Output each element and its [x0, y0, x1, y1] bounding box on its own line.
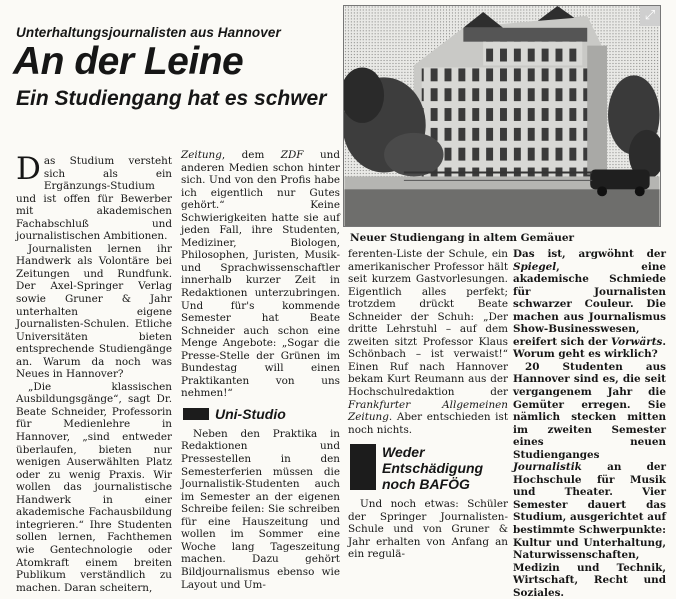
- paragraph-text: Das ist, argwöhnt der: [513, 248, 666, 260]
- paragraph-text: , dem: [221, 149, 281, 161]
- expand-icon[interactable]: ⤢: [640, 6, 660, 26]
- building-photo: [343, 5, 661, 227]
- paragraph: [181, 149, 340, 400]
- italic-text: Spiegel: [513, 260, 557, 273]
- paragraph-text: as Studium versteht sich als ein Ergänzungs-Studium und ist offen für Bewerber mit akademischen Fachabschluß und journalistischen Ambitionen.: [16, 155, 172, 243]
- paragraph: Journalisten lernen ihr Handwerk als Volontäre bei Zeitungen und Rundfunk. Der Axel-Springer Verlag sowie Gruner & Jahr unterhalten eigene Journalisten-Schulen. Etliche Universitäten bieten entsprechende Studiengänge an. Warum da noch was Neues in Hannover?: [16, 242, 172, 381]
- paragraph-text: . Worum geht es wirklich?: [513, 335, 666, 361]
- paragraph: [348, 248, 508, 436]
- section-heading: [181, 406, 340, 422]
- paragraph-text: ferenten-Liste der Schule, ein amerikanischer Professor hält seit kurzem Gastvorlesungen. Eigentlich alles perfekt; trotzdem drückt Beate Schneider der Schuh: „Der dritte Lehrstuhl – auf dem zweiten sitzt Professor Klaus Schönbach – ist verwaist!“ Einen Ruf nach Hannover bekam Kurt Reumann aus der Hochschulredaktion der: [348, 248, 508, 399]
- article-kicker: Unterhaltungsjournalisten aus Hannover: [16, 25, 281, 40]
- section-bar: [350, 444, 376, 490]
- paragraph: „Die klassischen Ausbildungsgänge“, sagt Dr. Beate Schneider, Professorin für Medienlehre in Hannover, „sind entweder überlaufen, bieten nur wenigen Auserwählten Platz oder zu wenig Praxis. Wir wollen das journalistische Handwerk in einer akademische Fachausbildung integrieren.“ Ihre Studenten sollen lernen, Fachthemen wie Gentechnologie oder Atomkraft einem breiten Publikum verständlich zu machen. Daran scheitern,: [16, 380, 172, 594]
- section-heading: [348, 444, 508, 492]
- paragraph-text: . Aber entschieden ist noch nichts.: [348, 411, 508, 436]
- paragraph-text: , eine akademische Schmiede für Journalisten schwarzer Couleur. Die machen aus Journalismus Show-Businesswesen, ereifert sich der: [513, 260, 666, 348]
- paragraph-text: an der Hochschule für Musik und Theater. Vier Semester dauert das Studium, ausgerichtet auf bestimmte Schwerpunkte: Kultur und Unterhaltung, Naturwissenschaften, Medizin und Technik, Wirtschaft, Recht und Soziales.: [513, 461, 666, 599]
- drop-cap: D: [16, 151, 41, 187]
- article-column-3: [348, 248, 508, 561]
- section-bar: [183, 408, 209, 420]
- paragraph: [513, 248, 666, 361]
- article-column-2: [181, 149, 340, 591]
- italic-text: Frankfurter Allgemeinen Zeitung: [348, 398, 508, 424]
- italic-text: Journalistik: [513, 461, 582, 474]
- section-title: Uni-Studio: [215, 405, 286, 422]
- section-title: Weder Entschädigung noch BAFÖG: [382, 444, 484, 493]
- italic-text: Vorwärts: [611, 335, 663, 348]
- article-headline: An der Leine: [13, 40, 244, 83]
- paragraph: Und noch etwas: Schüler der Springer Journalisten-Schule und von Gruner & Jahr erhalten von Anfang an ein regulä-: [348, 498, 508, 561]
- article-subhead: Ein Studiengang hat es schwer: [16, 87, 327, 110]
- italic-text: ZDF: [280, 149, 304, 161]
- paragraph-text: 20 Studenten aus Hannover sind es, die seit vergangenem Jahr die Gemüter erregen. Sie nämlich stecken mitten im zweiten Semester eines neuen Studienganges: [513, 360, 666, 461]
- paragraph: [513, 361, 666, 599]
- paragraph-text: und anderen Medien schon hinter sich. Und von den Profis habe ich eigentlich nur Gutes gehört.“ Keine Schwierigkeiten hatte sie auf jeden Fall, ihre Studenten, Mediziner, Biologen, Philosophen, Juristen, Musik- und Sprachwissenschaftler innerhalb kurzer Zeit in Redaktionen unterzubringen. Und für's kommende Semester hat Beate Schneider auch schon eine Menge Angebote: „Sogar die Presse-Stelle der Grünen im Bundestag will einen Praktikanten von uns nehmen!“: [181, 149, 340, 400]
- paragraph: Neben den Praktika in Redaktionen und Pressestellen in den Semesterferien müssen die Journalistik-Studenten auch im Semester an der eigenen Schreibe feilen: Sie schreiben für eine Hauszeitung und wollen im Sommer eine Woche lang Tageszeitung machen. Dazu gehört Bildjournalismus ebenso wie Layout und Um-: [181, 427, 340, 591]
- paragraph: [16, 151, 172, 243]
- article-column-4: [513, 248, 666, 599]
- photo-caption: Neuer Studiengang in altem Gemäuer: [350, 232, 575, 244]
- article-column-1: [16, 151, 172, 594]
- italic-text: Zeitung: [181, 149, 222, 161]
